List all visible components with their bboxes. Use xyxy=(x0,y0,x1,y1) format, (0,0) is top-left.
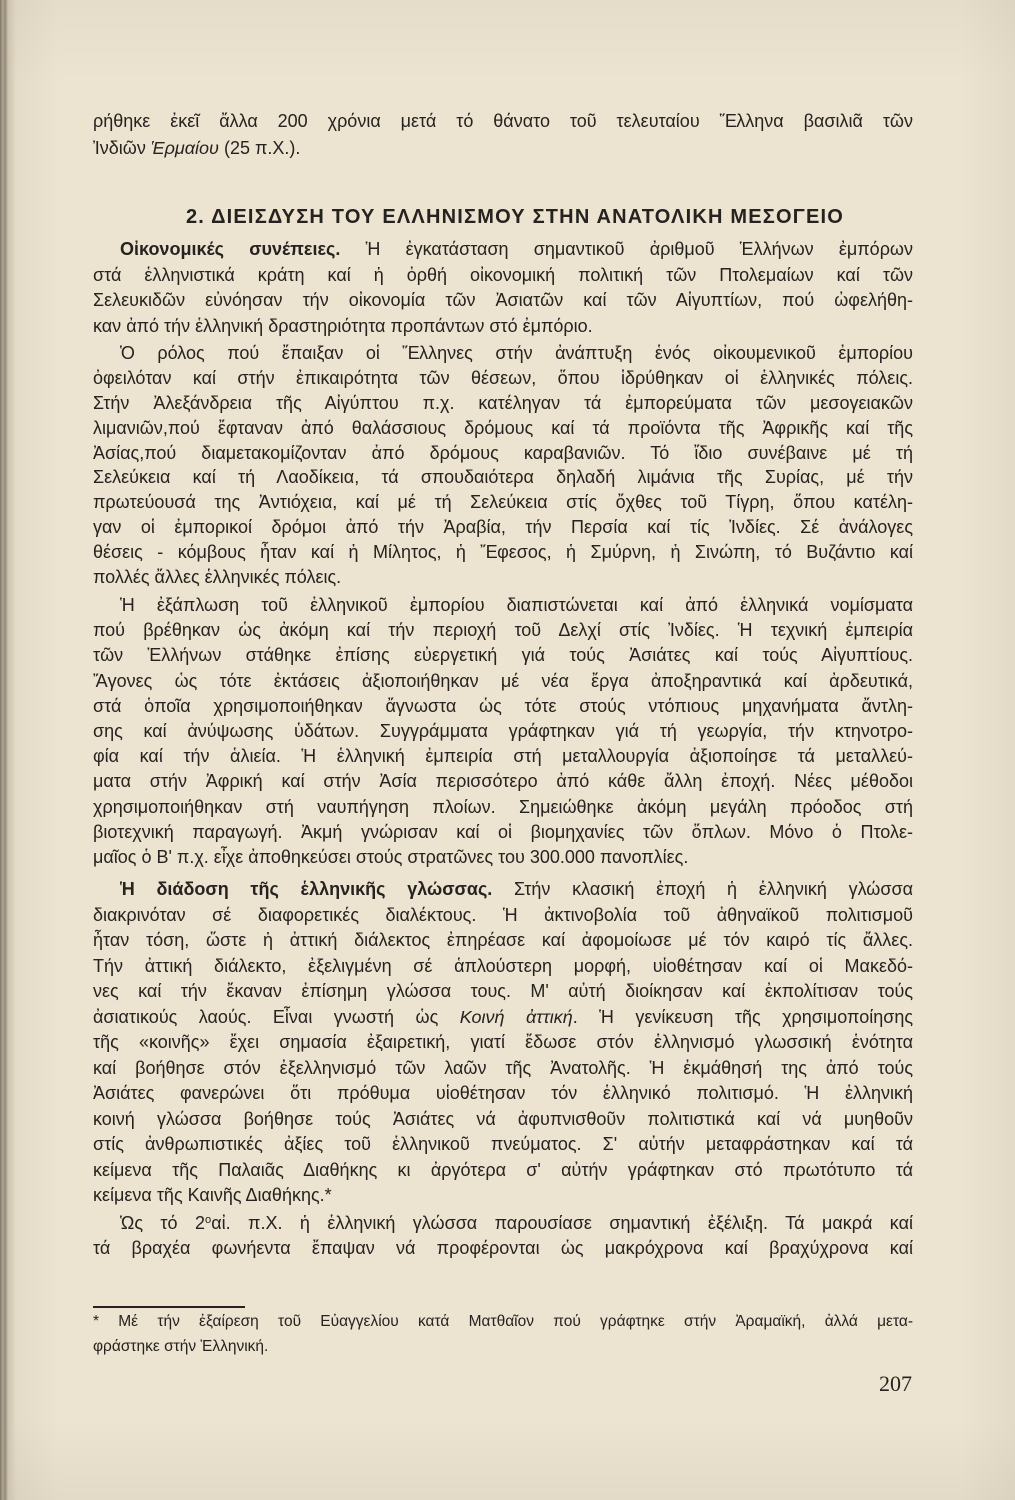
text-run: ἀσιατικούς λαούς. Εἶναι γνωστή ὡς xyxy=(93,1006,460,1027)
text-run: Στήν κλασική ἐποχή ἡ ἑλληνική γλώσσα xyxy=(492,879,913,899)
page-number: 207 xyxy=(879,1371,912,1396)
text-line: στά ὁποῖα χρησιμοποιήθηκαν ἄγνωστα ὡς τότε στούς ντόπιους μηχανήματα ἄντλη- xyxy=(93,695,913,716)
text-line: σης καί ἀνύψωσης ὑδάτων. Συγγράμματα γράφτηκαν γιά τή γεωργία, τήν κτηνοτρο- xyxy=(93,720,913,741)
text-run: αἰ. π.Χ. ἡ ἑλληνική γλώσσα παρουσίασε σημαντική ἐξέλιξη. Τά μακρά καί xyxy=(211,1213,913,1233)
text-line: κείμενα τῆς Καινῆς Διαθήκης.* xyxy=(93,1185,332,1205)
text-line: ὀφειλόταν καί στήν ἐπικαιρότητα τῶν θέσεων, ὅπου ἱδρύθηκαν οἱ ἑλληνικές πόλεις. xyxy=(93,367,913,388)
text-line: Ὁ ρόλος πού ἔπαιξαν οἱ Ἕλληνες στήν ἀνάπτυξη ἑνός οἰκουμενικοῦ ἐμπορίου xyxy=(120,343,913,363)
text-line: Σελεύκεια καί τή Λαοδίκεια, τά σπουδαιότερα δηλαδή λιμάνια τῆς Συρίας, μέ τήν xyxy=(93,467,913,488)
text-run: Ἰνδιῶν xyxy=(93,138,151,158)
text-line: νες καί τήν ἔκαναν ἐπίσημη γλώσσα τους. Μ' αὐτή διοίκησαν καί ἐκπολίτισαν τούς xyxy=(93,981,913,1001)
text-line: πρωτεύουσά της Ἀντιόχεια, καί μέ τή Σελεύκεια στίς ὄχθες τοῦ Τίγρη, ὅπου κατέλη- xyxy=(93,492,913,513)
italic-term: Κοινή ἀττική xyxy=(459,1006,573,1027)
paragraph-language-evolution xyxy=(93,1211,913,1262)
paragraph-language-spread xyxy=(93,877,913,1209)
text-line: Ἡ ἐξάπλωση τοῦ ἑλληνικοῦ ἐμπορίου διαπιστώνεται καί ἀπό ἑλληνικά νομίσματα xyxy=(120,595,913,615)
footnote-rule xyxy=(93,1306,245,1308)
text-line: στίς ἀνθρωπιστικές ἀξίες τοῦ ἑλληνικοῦ πνεύματος. Σ' αὐτήν μεταφράστηκαν καί τά xyxy=(93,1134,913,1154)
italic-name: Ἑρμαίου xyxy=(150,138,219,158)
text-line: Τήν ἀττική διάλεκτο, ἐξελιγμένη σέ ἁπλούστερη μορφή, υἱοθέτησαν καί οἱ Μακεδό- xyxy=(93,955,913,976)
paragraph-economic-effects xyxy=(93,237,913,339)
text-line: μαῖος ὁ Β' π.χ. εἶχε ἀποθηκεύσει στούς στρατῶνες του 300.000 πανοπλίες. xyxy=(93,846,689,867)
footnote xyxy=(93,1309,913,1359)
text-line: διακρινόταν σέ διαφορετικές διαλέκτους. Ἡ ἀκτινοβολία τοῦ ἀθηναϊκοῦ πολιτισμοῦ xyxy=(93,904,913,925)
text-line: φράστηκε στήν Ἑλληνική. xyxy=(93,1338,269,1355)
section-heading: 2. ΔΙΕΙΣΔΥΣΗ ΤΟΥ ΕΛΛΗΝΙΣΜΟΥ ΣΤΗΝ ΑΝΑΤΟΛΙΚΗ ΜΕΣΟΓΕΙΟ xyxy=(185,206,845,228)
text-line xyxy=(93,877,913,903)
text-line: βιοτεχνική παραγωγή. Ἀκμή γνώρισαν καί οἱ βιομηχανίες τῶν ὅπλων. Μόνο ὁ Πτολε- xyxy=(93,821,913,842)
text-line xyxy=(93,135,913,162)
text-line: γαν οἱ ἐμπορικοί δρόμοι ἀπό τήν Ἀραβία, τήν Περσία καί τίς Ἰνδίες. Σέ ἀνάλογες xyxy=(93,517,913,538)
text-line: τῆς «κοινῆς» ἔχει σημασία ἐξαιρετική, γιατί ἔδωσε στόν ἑλληνισμό γλωσσική ἑνότητα xyxy=(93,1032,913,1052)
ordinal-superscript: ο xyxy=(205,1213,212,1226)
text-line: Ἄγονες ὡς τότε ἐκτάσεις ἀξιοποιήθηκαν μέ νέα ἔργα ἀποξηραντικά καί ἀρδευτικά, xyxy=(93,670,913,691)
continued-paragraph xyxy=(93,108,913,162)
text-line: στά ἑλληνιστικά κράτη καί ἡ ὀρθή οἰκονομική πολιτική τῶν Πτολεμαίων καί τῶν xyxy=(93,264,913,285)
text-line: πολλές ἄλλες ἑλληνικές πόλεις. xyxy=(93,567,342,588)
text-line xyxy=(93,1211,913,1236)
paragraph-trade-expansion xyxy=(93,593,913,870)
text-line: καν ἀπό τήν ἑλληνική δραστηριότητα προπάντων στό ἐμπόριο. xyxy=(93,315,593,336)
text-line: τῶν Ἑλλήνων στάθηκε ἐπίσης εὐεργετική γιά τούς Ἀσιάτες καί τούς Αἰγυπτίους. xyxy=(93,645,913,666)
text-line: Ἀσιάτες φανερώνει ὅτι πρόθυμα υἱοθέτησαν τόν ἑλληνικό πολιτισμό. Ἡ ἑλληνική xyxy=(93,1083,913,1103)
run-in-heading: Ἡ διάδοση τῆς ἑλληνικῆς γλώσσας. xyxy=(120,879,493,899)
text-run: Ὡς τό 2 xyxy=(120,1213,205,1233)
text-line: Ἀσίας,πού διαμετακομίζονταν ἀπό δρόμους καραβανιῶν. Τό ἴδιο συνέβαινε μέ τή xyxy=(93,442,913,463)
text-line: Σελευκιδῶν εὐνόησαν τήν οἰκονομία τῶν Ἀσιατῶν καί τῶν Αἰγυπτίων, πού ὠφελήθη- xyxy=(93,290,913,311)
text-line: πού βρέθηκαν ὡς ἀκόμη καί τήν περιοχή τοῦ Δελχί στίς Ἰνδίες. Ἡ τεχνική ἐμπειρία xyxy=(93,620,913,641)
text-line: Στήν Ἀλεξάνδρεια τῆς Αἰγύπτου π.χ. κατέληγαν τά ἐμπορεύματα τῶν μεσογειακῶν xyxy=(93,392,913,413)
text-line: καί βοήθησε στόν ἐξελληνισμό τῶν λαῶν τῆς Ἀνατολῆς. Ἡ ἐκμάθησή της ἀπό τούς xyxy=(93,1057,913,1078)
text-line: θέσεις - κόμβους ἦταν καί ἡ Μίλητος, ἡ Ἔφεσος, ἡ Σμύρνη, ἡ Σινώπη, τό Βυζάντιο καί xyxy=(93,542,913,563)
text-line: χρησιμοποιήθηκαν στή ναυπήγηση πλοίων. Σημειώθηκε ἀκόμη μεγάλη πρόοδος στή xyxy=(93,796,913,817)
text-line: λιμανιῶν,πού ἔφταναν ἀπό θαλάσσιους δρόμους καί τά προϊόντα τῆς Ἀφρικῆς καί τῆς xyxy=(93,417,913,438)
text-run: . Ἡ γενίκευση τῆς χρησιμοποίησης xyxy=(572,1006,914,1027)
text-run: (25 π.Χ.). xyxy=(218,138,301,158)
text-line: κοινή γλώσσα βοήθησε τούς Ἀσιάτες νά ἀφυπνισθοῦν πολιτιστικά καί νά μυηθοῦν xyxy=(93,1108,913,1129)
text-line: ἦταν τόση, ὥστε ἡ ἀττική διάλεκτος ἐπηρέασε καί ἀφομοίωσε μέ τόν καιρό τίς ἄλλες. xyxy=(93,930,913,950)
text-line xyxy=(93,237,913,263)
run-in-heading: Οἰκονομικές συνέπειες. xyxy=(120,239,341,259)
binding-shadow xyxy=(0,0,16,1500)
text-line xyxy=(93,1005,913,1031)
text-line: * Μέ τήν ἐξαίρεση τοῦ Εὐαγγελίου κατά Ματθαῖον πού γράφτηκε στήν Ἀραμαϊκή, ἀλλά μετα- xyxy=(93,1313,913,1330)
text-line: κείμενα τῆς Παλαιᾶς Διαθήκης κι ἀργότερα σ' αὐτήν γράφτηκαν στό πρωτότυπο τά xyxy=(93,1159,913,1180)
text-line: ματα στήν Ἀφρική καί στήν Ἀσία περισσότερο ἀπό κάθε ἄλλη ἐποχή. Νέες μέθοδοι xyxy=(93,771,913,792)
text-line: τά βραχέα φωνήεντα ἔπαψαν νά προφέρονται ὡς μακρόχρονα καί βραχύχρονα καί xyxy=(93,1238,913,1259)
text-line: φία καί τήν ἁλιεία. Ἡ ἑλληνική ἐμπειρία στή μεταλλουργία ἀξιοποίησε τά μεταλλεύ- xyxy=(93,746,913,767)
text-line: ρήθηκε ἐκεῖ ἄλλα 200 χρόνια μετά τό θάνατο τοῦ τελευταίου Ἕλληνα βασιλιᾶ τῶν xyxy=(93,111,913,131)
text-run: Ἡ ἐγκατάσταση σημαντικοῦ ἀριθμοῦ Ἑλλήνων ἐμπόρων xyxy=(340,239,913,259)
paragraph-trade-role xyxy=(93,341,913,590)
